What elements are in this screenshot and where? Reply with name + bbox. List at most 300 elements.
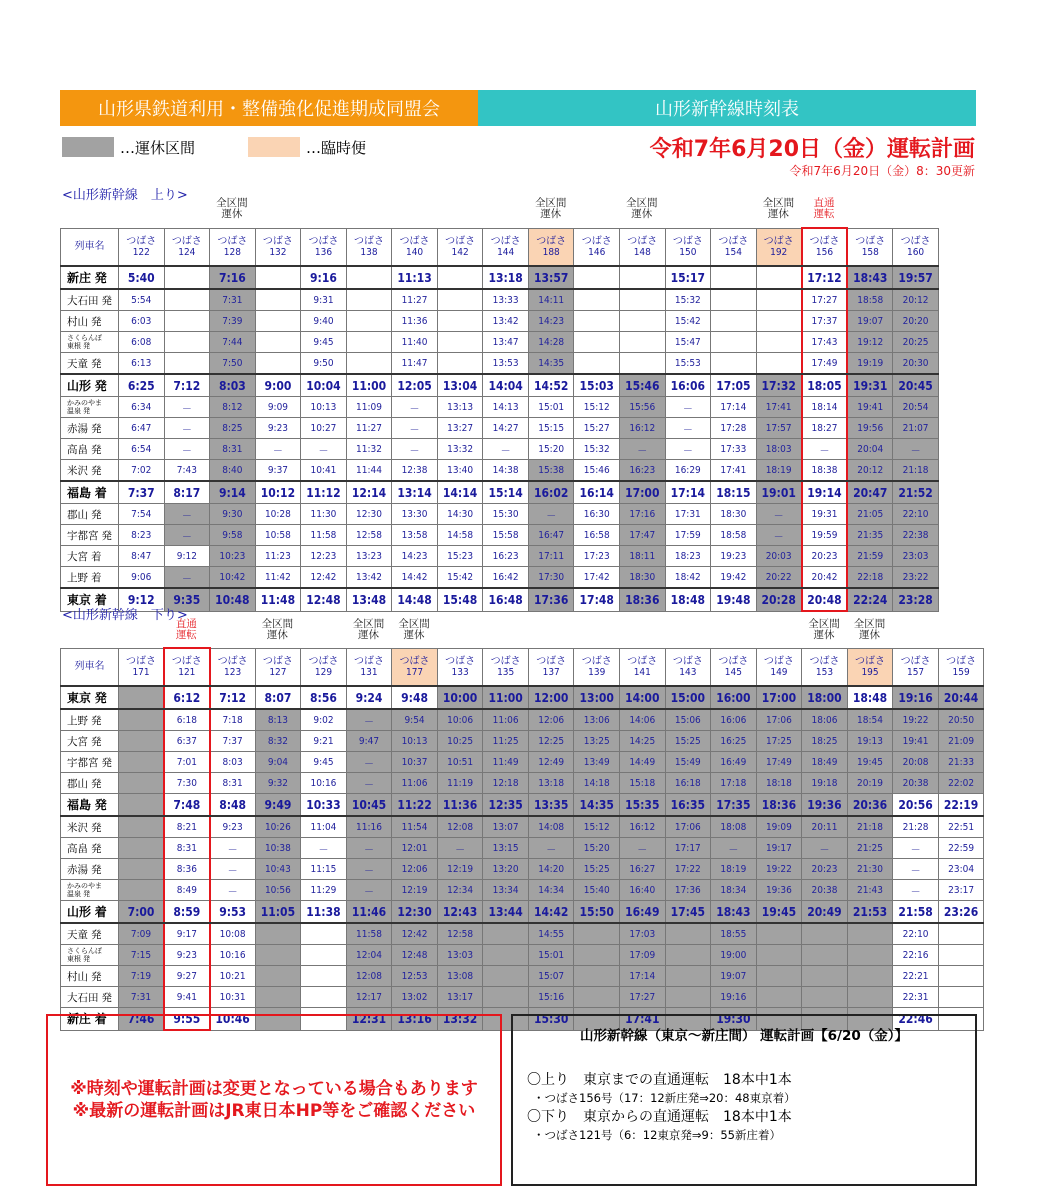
time-cell: － [164,439,210,460]
suspension-note [573,198,619,220]
time-cell: 7:02 [119,460,165,482]
summary-title: 山形新幹線（東京～新庄間） 運転計画【6/20（金）】 [579,1028,909,1044]
time-cell: 19:18 [802,773,848,794]
down-notes-row [60,619,983,641]
time-cell: 14:13 [483,397,529,418]
time-cell: 13:18 [528,773,574,794]
time-cell [255,987,301,1008]
time-cell [847,966,893,987]
time-cell: 16:06 [711,709,757,731]
up-timetable [60,227,939,612]
time-cell: 17:27 [802,289,848,311]
time-cell: 15:12 [574,816,620,838]
through-service-note: 直通 運転 [175,618,197,641]
time-cell: 19:23 [711,546,757,567]
time-cell: 10:13 [301,397,347,418]
table-row [61,880,984,901]
time-cell [756,332,802,353]
time-cell [119,731,165,752]
suspension-note: 全区間 運休 [808,618,840,641]
train-number: 141 [633,666,651,678]
time-cell: 10:12 [255,481,301,504]
station-name: 東京 発 [61,686,119,709]
time-cell: 17:37 [802,311,848,332]
time-cell: 17:00 [756,686,802,709]
time-cell: 6:54 [119,439,165,460]
time-cell: 18:58 [847,289,893,311]
train-header-188 [528,228,574,266]
time-cell [255,966,301,987]
time-cell: 11:27 [346,418,392,439]
station-name: 宇都宮 発 [61,525,119,546]
time-cell: 17:03 [620,923,666,945]
time-cell: 11:00 [483,686,529,709]
time-cell: 18:36 [620,588,666,611]
time-cell: 7:48 [164,794,210,817]
time-cell: 19:16 [893,686,939,709]
time-cell: 17:35 [711,794,757,817]
time-cell: 18:18 [756,773,802,794]
station-name: さくらんぼ 東根 発 [61,945,119,966]
suspension-note: 全区間 運休 [762,197,795,220]
train-type-label: つばさ [171,656,202,667]
table-row [61,481,939,504]
station-name: 赤湯 発 [61,859,119,880]
time-cell: 10:51 [437,752,483,773]
time-cell: 17:47 [620,525,666,546]
time-cell: 8:48 [210,794,256,817]
time-cell: 17:27 [620,987,666,1008]
time-cell: 18:55 [711,923,757,945]
time-cell [164,353,210,375]
time-cell: 10:41 [301,460,347,482]
time-cell: － [346,709,392,731]
time-cell [665,987,711,1008]
down-section-label: <山形新幹線 下り> [62,608,188,623]
time-cell: 9:24 [346,686,392,709]
time-cell: 10:37 [392,752,438,773]
time-cell: 10:04 [301,374,347,397]
time-cell: 13:15 [483,838,529,859]
time-cell: － [210,859,256,880]
time-cell: － [346,752,392,773]
time-cell: 8:36 [164,859,210,880]
time-cell: 20:36 [847,794,893,817]
train-type-label: つばさ [262,235,293,247]
time-cell [756,923,802,945]
time-cell: 13:23 [346,546,392,567]
time-cell: 19:07 [711,966,757,987]
time-cell: 19:16 [711,987,757,1008]
time-cell [756,945,802,966]
time-cell: － [483,439,529,460]
time-cell: 7:39 [210,311,256,332]
train-header-133 [437,648,483,686]
train-type-label: つばさ [217,235,248,247]
time-cell: 18:05 [802,374,848,397]
time-cell: 13:13 [437,397,483,418]
time-cell [620,332,666,353]
train-number: 160 [906,246,925,258]
time-cell: 11:22 [392,794,438,817]
station-name: 大宮 着 [61,546,119,567]
train-header-157 [893,648,939,686]
time-cell: － [392,418,438,439]
time-cell: 19:00 [711,945,757,966]
time-cell: 16:49 [711,752,757,773]
time-cell: 17:05 [711,374,757,397]
train-number: 121 [178,667,196,678]
train-number: 131 [360,666,378,678]
station-name: 上野 発 [61,709,119,731]
time-cell: 8:21 [164,816,210,838]
time-cell [574,987,620,1008]
time-cell: 17:14 [620,966,666,987]
down-timetable [60,647,984,1031]
time-cell: 13:49 [574,752,620,773]
train-number: 133 [451,666,469,678]
time-cell [574,945,620,966]
time-cell: 10:45 [346,794,392,817]
time-cell: 15:42 [437,567,483,589]
table-row [61,686,984,709]
time-cell: 17:17 [665,838,711,859]
time-cell: 20:44 [938,686,984,709]
up-section-label: <山形新幹線 上り> [62,188,188,203]
time-cell: 12:06 [392,859,438,880]
time-cell: 5:40 [119,266,165,289]
train-type-label: つばさ [354,655,384,667]
time-cell: 8:12 [210,397,256,418]
time-cell: 13:14 [392,481,438,504]
time-cell: 9:30 [210,504,256,525]
suspension-note: 全区間 運休 [853,618,886,641]
time-cell: 20:28 [756,588,802,611]
time-cell: 9:17 [164,923,210,945]
time-cell: 14:42 [392,567,438,589]
time-cell: 21:30 [847,859,893,880]
time-cell: － [756,504,802,525]
suspension-note [300,619,346,641]
time-cell: 11:00 [346,374,392,397]
time-cell: 13:20 [483,859,529,880]
station-name: かみのやま 温泉 発 [61,397,119,418]
suspension-note [892,619,938,641]
time-cell: 10:08 [210,923,256,945]
time-cell [711,311,757,332]
time-cell: 17:06 [665,816,711,838]
time-cell: 23:26 [938,901,984,924]
time-cell: － [346,773,392,794]
time-cell: 14:11 [528,289,574,311]
train-header-142 [437,228,483,266]
time-cell: 17:25 [756,731,802,752]
time-cell: 11:58 [346,923,392,945]
time-cell: 18:48 [847,686,893,709]
through-service-note: 直通 運転 [813,197,835,220]
time-cell: 16:48 [483,588,529,611]
time-cell [756,289,802,311]
time-cell: 20:03 [756,546,802,567]
station-name: 山形 着 [61,901,119,924]
table-row [61,838,984,859]
time-cell: 17:49 [802,353,848,375]
train-number: 150 [679,246,697,258]
time-cell: 19:36 [802,794,848,817]
time-cell [847,945,893,966]
time-cell [711,353,757,375]
suspended-swatch [62,137,114,157]
time-cell [620,353,666,375]
time-cell: 19:13 [847,731,893,752]
time-cell: 13:33 [483,289,529,311]
time-cell: 9:58 [210,525,256,546]
time-cell: 17:30 [528,567,574,589]
time-cell [847,987,893,1008]
time-cell: 14:23 [392,546,438,567]
time-cell [574,311,620,332]
suspension-note [437,198,483,220]
time-cell: 15:06 [665,709,711,731]
time-cell: 12:00 [528,686,574,709]
time-cell: 18:19 [711,859,757,880]
time-cell: 13:53 [483,353,529,375]
table-row [61,752,984,773]
time-cell: 12:38 [392,460,438,482]
time-cell: － [301,439,347,460]
time-cell: 11:40 [392,332,438,353]
time-cell: 15:53 [665,353,711,375]
time-cell: － [392,439,438,460]
time-cell: 22:24 [847,588,893,611]
time-cell: 11:46 [346,901,392,924]
suspension-note [346,198,392,220]
time-cell: 8:59 [164,901,210,924]
time-cell: 13:40 [437,460,483,482]
suspension-note [482,198,528,220]
time-cell: 13:04 [437,374,483,397]
time-cell: 16:49 [620,901,666,924]
time-cell [574,353,620,375]
suspension-note [255,198,301,220]
time-cell [437,311,483,332]
time-cell: 16:06 [665,374,711,397]
time-cell: 15:56 [620,397,666,418]
time-cell: 14:38 [483,460,529,482]
time-cell: 15:14 [483,481,529,504]
time-cell: 13:02 [392,987,438,1008]
time-cell: 12:08 [437,816,483,838]
station-name: 大石田 発 [61,289,119,311]
time-cell: 8:32 [255,731,301,752]
train-header-192 [756,228,802,266]
time-cell: 13:47 [483,332,529,353]
time-cell: 18:54 [847,709,893,731]
time-cell: 18:30 [620,567,666,589]
table-row [61,289,939,311]
train-number: 136 [314,246,333,258]
time-cell: 18:14 [802,397,848,418]
time-cell: 16:12 [620,816,666,838]
time-cell: 14:20 [528,859,574,880]
time-cell: 18:58 [711,525,757,546]
time-cell: 20:04 [847,439,893,460]
summary-up-line: 〇上り 東京までの直通運転 18本中1本 [527,1072,792,1088]
time-cell [346,332,392,353]
time-cell [119,816,165,838]
suspension-note [164,198,210,220]
time-cell: 19:31 [802,504,848,525]
time-cell: 16:27 [620,859,666,880]
time-cell: 21:35 [847,525,893,546]
time-cell: 12:18 [483,773,529,794]
time-cell: 15:20 [528,439,574,460]
time-cell: 14:35 [574,794,620,817]
time-cell: 17:31 [665,504,711,525]
station-name: 村山 発 [61,966,119,987]
time-cell: 16:29 [665,460,711,482]
train-header-159 [938,648,984,686]
time-cell: 16:25 [711,731,757,752]
time-cell: － [255,439,301,460]
time-cell [756,966,802,987]
train-header-139 [574,648,620,686]
time-cell [620,266,666,289]
time-cell: 23:28 [893,588,939,611]
train-type-label: つばさ [354,235,384,247]
time-cell: 7:12 [210,686,256,709]
time-cell: 15:30 [483,504,529,525]
time-cell: － [665,439,711,460]
suspension-note [710,619,756,641]
train-header-137 [528,648,574,686]
train-type-label: つばさ [627,235,658,247]
time-cell: 17:00 [620,481,666,504]
time-cell: 13:18 [483,266,529,289]
time-cell: 17:45 [665,901,711,924]
time-cell: 14:58 [437,525,483,546]
time-cell: 9:45 [301,332,347,353]
time-cell [301,923,347,945]
time-cell: 20:54 [893,397,939,418]
time-cell: 18:11 [620,546,666,567]
time-cell: 12:35 [483,794,529,817]
time-cell: 9:21 [301,731,347,752]
time-cell: － [620,439,666,460]
time-cell: 19:19 [847,353,893,375]
time-cell: 19:30 [711,1008,757,1031]
time-cell [437,353,483,375]
time-cell: 9:41 [164,987,210,1008]
warning-box [46,1014,502,1186]
time-cell: 7:15 [119,945,165,966]
time-cell: 19:12 [847,332,893,353]
station-name: 東京 着 [61,588,119,611]
time-cell: 16:00 [711,686,757,709]
train-number: 123 [224,666,242,678]
time-cell: 11:38 [301,901,347,924]
train-number: 143 [679,666,697,678]
station-name: 郡山 発 [61,504,119,525]
time-cell: 10:46 [210,1008,256,1031]
plan-title: 令和7年6月20日（金）運転計画 [649,137,975,162]
train-number: 144 [497,246,515,258]
time-cell: 15:46 [574,460,620,482]
time-cell: 13:42 [483,311,529,332]
time-cell: 13:27 [437,418,483,439]
time-cell: 7:18 [210,709,256,731]
time-cell: 20:49 [802,901,848,924]
suspension-note: 全区間 運休 [216,197,248,220]
table-row [61,731,984,752]
station-name: 新庄 発 [61,266,119,289]
train-type-label: つばさ [171,235,202,247]
time-cell: 23:17 [938,880,984,901]
time-cell: 19:01 [756,481,802,504]
time-cell: 22:21 [893,966,939,987]
station-name: 赤湯 発 [61,418,119,439]
suspension-note [756,619,802,641]
train-type-label: つばさ [490,655,521,667]
train-header-135 [483,648,529,686]
time-cell: 7:37 [119,481,165,504]
time-cell: 17:14 [665,481,711,504]
time-cell: 9:27 [164,966,210,987]
time-cell: 22:38 [893,525,939,546]
time-cell [119,880,165,901]
warning-line-1: ※時刻や運転計画は変更となっている場合もあります [70,1079,478,1099]
time-cell: 17:09 [620,945,666,966]
time-cell: － [665,397,711,418]
time-cell: 16:35 [665,794,711,817]
table-row [61,945,984,966]
time-cell: 14:27 [483,418,529,439]
time-cell: 10:43 [255,859,301,880]
time-cell: 12:49 [528,752,574,773]
time-cell: 22:51 [938,816,984,838]
time-cell: 17:41 [711,460,757,482]
time-cell: 11:30 [301,504,347,525]
table-row [61,816,984,838]
time-cell: 20:12 [847,460,893,482]
time-cell: 21:52 [893,481,939,504]
time-cell [255,945,301,966]
suspension-note: 全区間 運休 [352,618,385,641]
time-cell: 14:25 [620,731,666,752]
station-name: 天童 発 [61,923,119,945]
time-cell: 16:02 [528,481,574,504]
time-cell: 9:35 [164,588,210,611]
time-cell: 11:05 [255,901,301,924]
time-cell: 19:45 [847,752,893,773]
time-cell: 20:50 [938,709,984,731]
time-cell: 10:16 [210,945,256,966]
train-header-148 [620,228,666,266]
time-cell: 13:16 [392,1008,438,1031]
time-cell: 15:17 [665,266,711,289]
station-name: 天童 発 [61,353,119,375]
station-name: 米沢 発 [61,816,119,838]
time-cell: － [392,397,438,418]
time-cell: 15:40 [574,880,620,901]
time-cell: 11:06 [483,709,529,731]
station-name: さくらんぼ 東根 発 [61,332,119,353]
time-cell [574,289,620,311]
train-number: 124 [178,246,196,258]
time-cell: 13:07 [483,816,529,838]
time-cell: 11:44 [346,460,392,482]
table-row [61,709,984,731]
